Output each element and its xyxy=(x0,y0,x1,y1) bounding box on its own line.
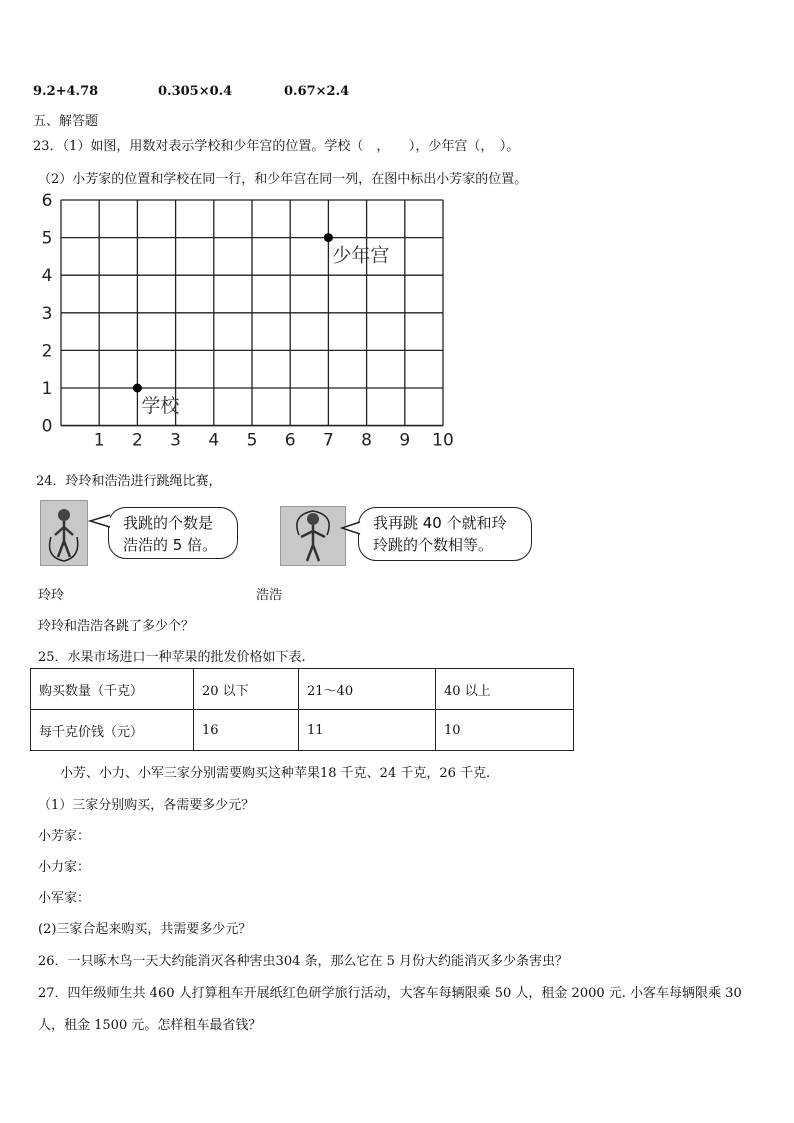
table-cell: 21～40 xyxy=(299,669,436,710)
coordinate-grid xyxy=(30,188,460,458)
x-axis-ticks xyxy=(94,431,454,451)
calc-item-1: 9.2+4.78 xyxy=(33,84,99,99)
calc-item-2: 0.305×0.4 xyxy=(158,84,233,99)
q24-question: 玲玲和浩浩各跳了多少个？ xyxy=(38,619,195,634)
speech-bubble-linglin xyxy=(108,507,238,559)
grid-point-label: 学校 xyxy=(141,395,180,417)
bubble-left-line2: 浩浩的 5 倍。 xyxy=(123,536,218,554)
q27-line2: 人，租金 1500 元。怎样租车最省钱？ xyxy=(38,1018,262,1033)
table-cell: 16 xyxy=(194,710,299,751)
q26: 26．一只啄木鸟一天大约能消灭各种害虫304 条，那么它在 5 月份大约能消灭多少条害虫？ xyxy=(38,954,569,969)
y-tick-label: 0 xyxy=(41,416,53,437)
bubble-left-line1: 我跳的个数是 xyxy=(123,514,214,532)
x-tick-label: 3 xyxy=(170,430,182,451)
grid-point-label: 少年宫 xyxy=(332,244,390,267)
table-row xyxy=(31,710,574,751)
q25-fang: 小芳家： xyxy=(38,829,91,844)
q25-desc: 小芳、小力、小军三家分别需要购买这种苹果18 千克、24 千克，26 千克. xyxy=(60,766,491,781)
y-axis-ticks xyxy=(42,191,53,437)
x-tick-label: 4 xyxy=(208,430,220,451)
boy-jumping-rope-illustration xyxy=(280,506,346,566)
x-tick-label: 2 xyxy=(131,430,143,451)
table-cell: 每千克价钱（元） xyxy=(31,710,194,751)
x-tick-label: 9 xyxy=(399,430,411,451)
q24-title: 24．玲玲和浩浩进行跳绳比赛， xyxy=(36,474,222,489)
q27-line1: 27．四年级师生共 460 人打算租车开展纸红色研学旅行活动，大客车每辆限乘 50 人，租金 2000 元. 小客车每辆限乘 30 xyxy=(38,986,742,1001)
grid-lines xyxy=(61,200,443,426)
q25-sub2: (2)三家合起来购买，共需要多少元？ xyxy=(38,922,252,937)
price-table xyxy=(30,668,574,751)
section-title: 五、解答题 xyxy=(33,114,99,129)
table-cell: 11 xyxy=(299,710,436,751)
q25-title: 25．水果市场进口一种苹果的批发价格如下表. xyxy=(38,650,306,665)
girl-jumping-rope-illustration xyxy=(40,500,88,566)
q23-line2: （2）小芳家的位置和学校在同一行，和少年宫在同一列，在图中标出小芳家的位置。 xyxy=(38,172,528,187)
q25-sub1: （1）三家分别购买，各需要多少元？ xyxy=(38,798,255,813)
x-tick-label: 8 xyxy=(361,430,373,451)
x-tick-label: 5 xyxy=(246,430,258,451)
q25-li: 小力家： xyxy=(38,860,91,875)
q23-line1: 23．（1）如图，用数对表示学校和少年宫的位置。学校（ ， ），少年宫（， ）。 xyxy=(33,139,520,154)
y-tick-label: 1 xyxy=(41,379,53,399)
grid-points xyxy=(133,233,390,417)
y-tick-label: 6 xyxy=(41,191,53,211)
bubble-right-tail xyxy=(340,520,362,536)
table-cell: 购买数量（千克） xyxy=(31,669,194,710)
x-tick-label: 1 xyxy=(93,430,105,451)
q25-jun: 小军家： xyxy=(38,891,91,906)
calc-item-3: 0.67×2.4 xyxy=(284,84,350,99)
bubble-right-line2: 玲跳的个数相等。 xyxy=(373,536,494,554)
y-tick-label: 3 xyxy=(41,303,53,324)
x-tick-label: 7 xyxy=(322,430,334,451)
name-linglin: 玲玲 xyxy=(38,588,65,603)
x-tick-label: 10 xyxy=(432,430,454,451)
table-cell: 10 xyxy=(436,710,574,751)
table-cell: 40 以上 xyxy=(436,669,574,710)
table-row xyxy=(31,669,574,710)
bubble-right-line1: 我再跳 40 个就和玲 xyxy=(373,514,507,532)
table-cell: 20 以下 xyxy=(194,669,299,710)
y-tick-label: 5 xyxy=(41,228,53,249)
y-tick-label: 2 xyxy=(41,341,53,362)
y-tick-label: 4 xyxy=(41,266,53,287)
grid-point xyxy=(133,384,142,393)
name-haohao: 浩浩 xyxy=(256,588,283,603)
speech-bubble-haohao xyxy=(358,507,532,561)
grid-point xyxy=(324,233,333,242)
x-tick-label: 6 xyxy=(284,430,296,451)
bubble-left-tail xyxy=(88,513,112,529)
